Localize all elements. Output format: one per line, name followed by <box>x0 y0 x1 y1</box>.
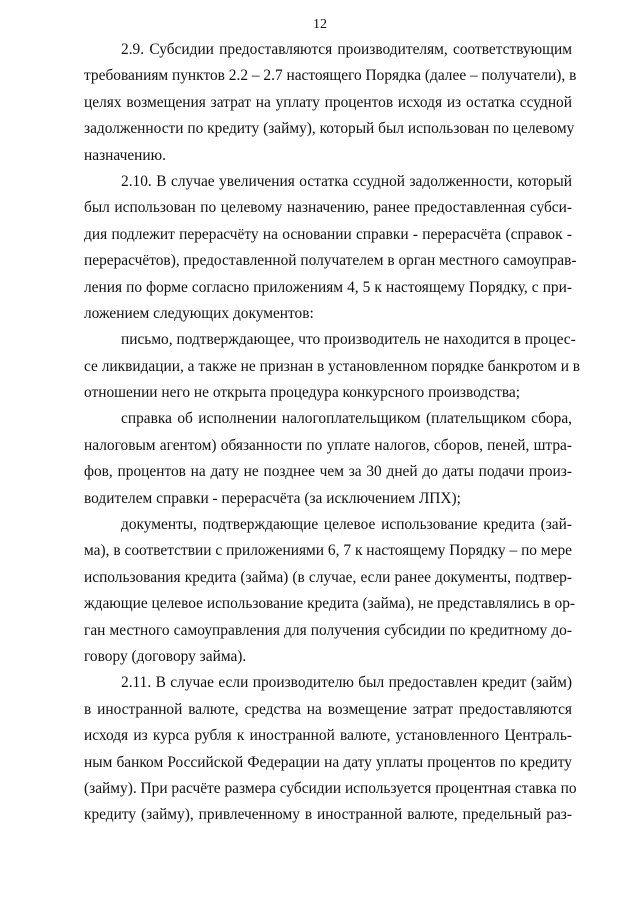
text-line: 2.11. В случае если производителю был предоставлен кредит (займ) <box>121 674 572 692</box>
text-line: (займу). При расчёте размера субсидии используется процентная ставка по <box>84 779 577 797</box>
text-line: се ликвидации, а также не признан в установленном порядке банкротом и в <box>84 357 581 375</box>
paragraph-p-tax <box>84 406 572 512</box>
text-line: назначению. <box>84 146 166 164</box>
text-line: в иностранной валюте, средства на возмещение затрат предоставляются <box>84 700 572 718</box>
text-line: документы, подтверждающие целевое использование кредита (зай- <box>121 516 572 534</box>
text-line: задолженности по кредиту (займу), который был использован по целевому <box>84 120 575 138</box>
text-line: ным банком Российской Федерации на дату уплаты процентов по кредиту <box>84 753 572 771</box>
text-line: 2.9. Субсидии предоставляются производителям, соответствующим <box>121 41 572 58</box>
page-number: 12 <box>313 17 327 32</box>
text-line: справка об исполнении налогоплательщиком (плательщиком сбора, <box>121 410 572 428</box>
paragraph-p-2-11 <box>84 670 577 828</box>
text-line: исходя из курса рубля к иностранной валюте, установленного Централь- <box>84 727 572 745</box>
text-line: ления по форме согласно приложениям 4, 5 к настоящему Порядку, с при- <box>84 278 572 296</box>
text-line: водителем справки - перерасчёта (за исключением ЛПХ); <box>84 489 461 507</box>
paragraph-p-2-9 <box>84 37 577 169</box>
text-line: использования кредита (займа) (в случае, если ранее документы, подтвер- <box>84 568 572 586</box>
text-line: перерасчётов), предоставленной получателем в орган местного самоуправ- <box>84 252 577 270</box>
text-line: целях возмещения затрат на уплату процентов исходя из остатка ссудной <box>84 93 572 111</box>
text-line: ждающие целевое использование кредита (займа), не представлялись в ор- <box>84 595 576 613</box>
text-line: кредиту (займу), привлеченному в иностранной валюте, предельный раз- <box>84 806 572 824</box>
text-line: ложением следующих документов: <box>84 304 314 322</box>
text-line: письмо, подтверждающее, что производитель не находится в процес- <box>121 331 576 349</box>
text-line: ма), в соответствии с приложениями 6, 7 к настоящему Порядку – по мере <box>84 542 572 560</box>
text-line: ган местного самоуправления для получения субсидии по кредитному до- <box>84 621 572 639</box>
text-line: налоговым агентом) обязанности по уплате налогов, сборов, пеней, штра- <box>84 436 572 454</box>
paragraph-p-2-10 <box>84 169 577 327</box>
text-line: дия подлежит перерасчёту на основании справки - перерасчёта (справок - <box>84 225 572 243</box>
text-line: был использован по целевому назначению, ранее предоставленная субси- <box>84 199 572 217</box>
document-body <box>84 37 581 829</box>
text-line: фов, процентов на дату не позднее чем за 30 дней до даты подачи произ- <box>84 463 572 481</box>
paragraph-p-letter <box>84 327 581 406</box>
text-line: требованиям пунктов 2.2 – 2.7 настоящего Порядка (далее – получатели), в <box>84 67 577 85</box>
text-line: 2.10. В случае увеличения остатка ссудной задолженности, который <box>121 172 572 190</box>
text-line: говору (договору займа). <box>84 647 247 665</box>
paragraph-p-docs <box>84 512 576 670</box>
text-line: отношении него не открыта процедура конкурсного производства; <box>84 384 520 402</box>
